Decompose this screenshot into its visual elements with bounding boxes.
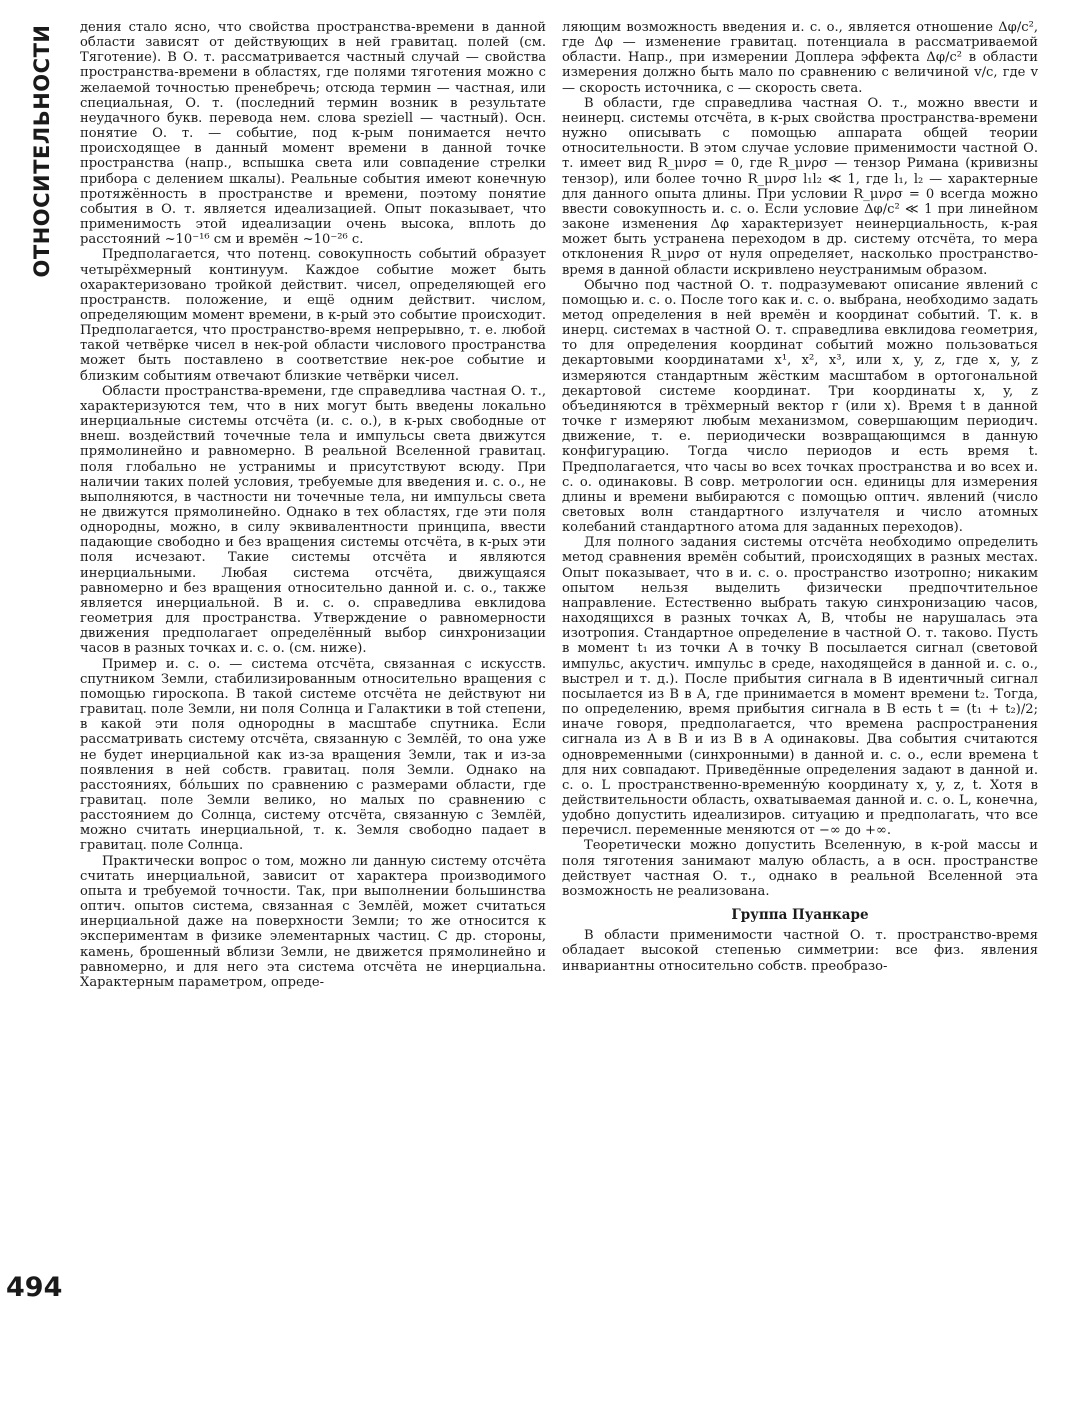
section-heading: Группа Пуанкаре	[731, 907, 869, 924]
paragraph: Области пространства-времени, где справедлива частная О. т., характеризуются тем, что в них могут быть введены локально инерциальные системы отсчёта (и. с. о.), в к-рых свободные от внеш. воздействий точечные тела и импульсы света движутся прямолинейно и равномерно. В реальной Вселенной гравитац. поля глобально не устранимы и присутствуют всюду. При наличии таких полей условия, требуемые для введения и. с. о., не выполняются, в частности ни точечные тела, ни импульсы света не движутся прямолинейно. Однако в тех областях, где эти поля однородны, можно, в силу эквивалентности принципа, ввести падающие свободно и без вращения системы отсчёта, в к-рых эти поля исчезают. Такие системы отсчёта и являются инерциальными. Любая система отсчёта, движущаяся равномерно и без вращения относительно данной и. с. о., также является инерциальной. В и. с. о. справедлива евклидова геометрия для пространства. Утверждение о равномерности движения предполагает определённый выбор синхронизации часов в разных точках и. с. о. (см. ниже).	[80, 383, 546, 657]
running-head	[22, 24, 62, 277]
paragraph: В области применимости частной О. т. пространство-время обладает высокой степенью симметрии: все физ. явления инвариантны относительно собств. преобразо-	[562, 928, 1038, 974]
right-column	[562, 20, 1038, 974]
running-head-text: ОТНОСИТЕЛЬНОСТИ	[30, 24, 54, 277]
paragraph: Обычно под частной О. т. подразумевают описание явлений с помощью и. с. о. После того как и. с. о. выбрана, необходимо задать метод определения в ней времён и координат событий. Т. к. в инерц. системах в частной О. т. справедлива евклидова геометрия, то для определения координат событий можно пользоваться декартовыми координатами x¹, x², x³, или x, y, z, где x, y, z измеряются стандартным жёстким масштабом в ортогональной декартовой системе координат. Три координаты x, y, z объединяются в трёхмерный вектор r (или x). Время t в данной точке r измеряют любым механизмом, совершающим периодич. движение, т. е. периодически возвращающимся в данную конфигурацию. Тогда число периодов и есть время t. Предполагается, что часы во всех точках пространства и во всех и. с. о. одинаковы. В совр. метрологии осн. единицы для измерения длины и времени выбираются с помощью оптич. явлений (число световых волн стандартного излучателя и число атомных колебаний стандартного атома для заданных переходов).	[562, 277, 1038, 536]
page-number: 494	[6, 1272, 63, 1303]
paragraph: дения стало ясно, что свойства пространства-времени в данной области зависят от действующих в ней гравитац. полей (см. Тяготение). В О. т. рассматривается частный случай — свойства пространства-времени в областях, где полями тяготения можно с желаемой точностью пренебречь; отсюда термин — частная, или специальная, О. т. (последний термин возник в результате неудачного букв. перевода нем. слова speziell — частный). Осн. понятие О. т. — событие, под к-рым понимается нечто происходящее в данный момент времени в данной точке пространства (напр., вспышка света или совпадение стрелки прибора с делением шкалы). Реальные события имеют конечную протяжённость в пространстве и времени, поэтому понятие события в О. т. является идеализацией. Опыт показывает, что применимость этой идеализации очень высока, вплоть до расстояний ~10⁻¹⁶ см и времён ~10⁻²⁶ с.	[80, 20, 546, 248]
paragraph: В области, где справедлива частная О. т., можно ввести и неинерц. системы отсчёта, в к-рых свойства пространства-времени нужно описывать с помощью аппарата общей теории относительности. В этом случае условие применимости частной О. т. имеет вид R_μνρσ = 0, где R_μνρσ — тензор Римана (кривизны тензор), или более точно R_μνρσ l₁l₂ ≪ 1, где l₁, l₂ — характерные для данного опыта длины. При условии R_μνρσ = 0 всегда можно ввести совокупность и. с. о. Если условие Δφ/c² ≪ 1 при линейном законе изменения Δφ характеризует неинерциальность, к-рая может быть устранена переходом в др. систему отсчёта, то мера отклонения R_μνρσ от нуля определяет, насколько пространство-время в данной области искривлено неустранимым образом.	[562, 95, 1038, 278]
paragraph: Для полного задания системы отсчёта необходимо определить метод сравнения времён событий, происходящих в разных местах. Опыт показывает, что в и. с. о. пространство изотропно; никаким опытом нельзя выделить физически предпочтительное направление. Естественно выбрать такую синхронизацию часов, находящихся в разных точках A, B, чтобы не нарушалась эта изотропия. Стандартное определение в частной О. т. таково. Пусть в момент t₁ из точки A в точку B посылается сигнал (световой импульс, акустич. импульс в среде, находящейся в данной и. с. о., выстрел и т. д.). После прибытия сигнала в B идентичный сигнал посылается из B в A, где принимается в момент времени t₂. Тогда, по определению, время прибытия сигнала в B есть t = (t₁ + t₂)/2; иначе говоря, предполагается, что времена распространения сигнала из A в B и из B в A одинаковы. Два события считаются одновременными (синхронными) в данной и. с. о., если времена t для них совпадают. Приведённые определения задают в данной и. с. о. L пространственно-временну́ю координату x, y, z, t. Хотя в действительности область, охватываемая данной и. с. о. L, конечна, удобно допустить идеализиров. ситуацию и предполагать, что все перечисл. переменные меняются от −∞ до +∞.	[562, 535, 1038, 839]
paragraph: Предполагается, что потенц. совокупность событий образует четырёхмерный континуум. Каждое событие может быть охарактеризовано тройкой действит. чисел, определяющей его пространств. положение, и ещё одним действит. числом, определяющим момент времени, в к-рый это событие происходит. Предполагается, что пространство-время непрерывно, т. е. любой такой четвёрке чисел в нек-рой области числового пространства может быть поставлено в соответствие нек-рое событие и близким событиям отвечают близкие четвёрки чисел.	[80, 247, 546, 384]
paragraph: Пример и. с. о. — система отсчёта, связанная с искусств. спутником Земли, стабилизированным относительно вращения с помощью гироскопа. В такой системе отсчёта не действуют ни гравитац. поле Земли, ни поля Солнца и Галактики в той степени, в какой эти поля однородны в масштабе спутника. Если рассматривать систему отсчёта, связанную с Землёй, то она уже не будет инерциальной как из-за вращения Земли, так и из-за появления в ней собств. гравитац. поля Земли. Однако на расстояниях, бо́льших по сравнению с размерами области, где гравитац. поле Земли велико, но малых по сравнению с расстоянием до Солнца, систему отсчёта, связанную с Землёй, можно считать инерциальной, т. к. Земля свободно падает в гравитац. поле Солнца.	[80, 656, 546, 854]
left-column	[80, 20, 546, 990]
paragraph: ляющим возможность введения и. с. о., является отношение Δφ/c², где Δφ — изменение гравитац. потенциала в рассматриваемой области. Напр., при измерении Доплера эффекта Δφ/c² в области измерения должно быть мало по сравнению с величиной v/c, где v — скорость источника, c — скорость света.	[562, 20, 1038, 96]
paragraph: Практически вопрос о том, можно ли данную систему отсчёта считать инерциальной, зависит от характера производимого опыта и требуемой точности. Так, при выполнении большинства оптич. опытов система, связанная с Землёй, может считаться инерциальной даже на поверхности Земли; то же относится к экспериментам в физике элементарных частиц. С др. стороны, камень, брошенный вблизи Земли, не движется прямолинейно и равномерно, и для него эта система отсчёта не инерциальна. Характерным параметром, опреде-	[80, 853, 546, 990]
paragraph: Теоретически можно допустить Вселенную, в к-рой массы и поля тяготения занимают малую область, а в осн. пространстве действует частная О. т., однако в реальной Вселенной эта возможность не реализована.	[562, 838, 1038, 899]
